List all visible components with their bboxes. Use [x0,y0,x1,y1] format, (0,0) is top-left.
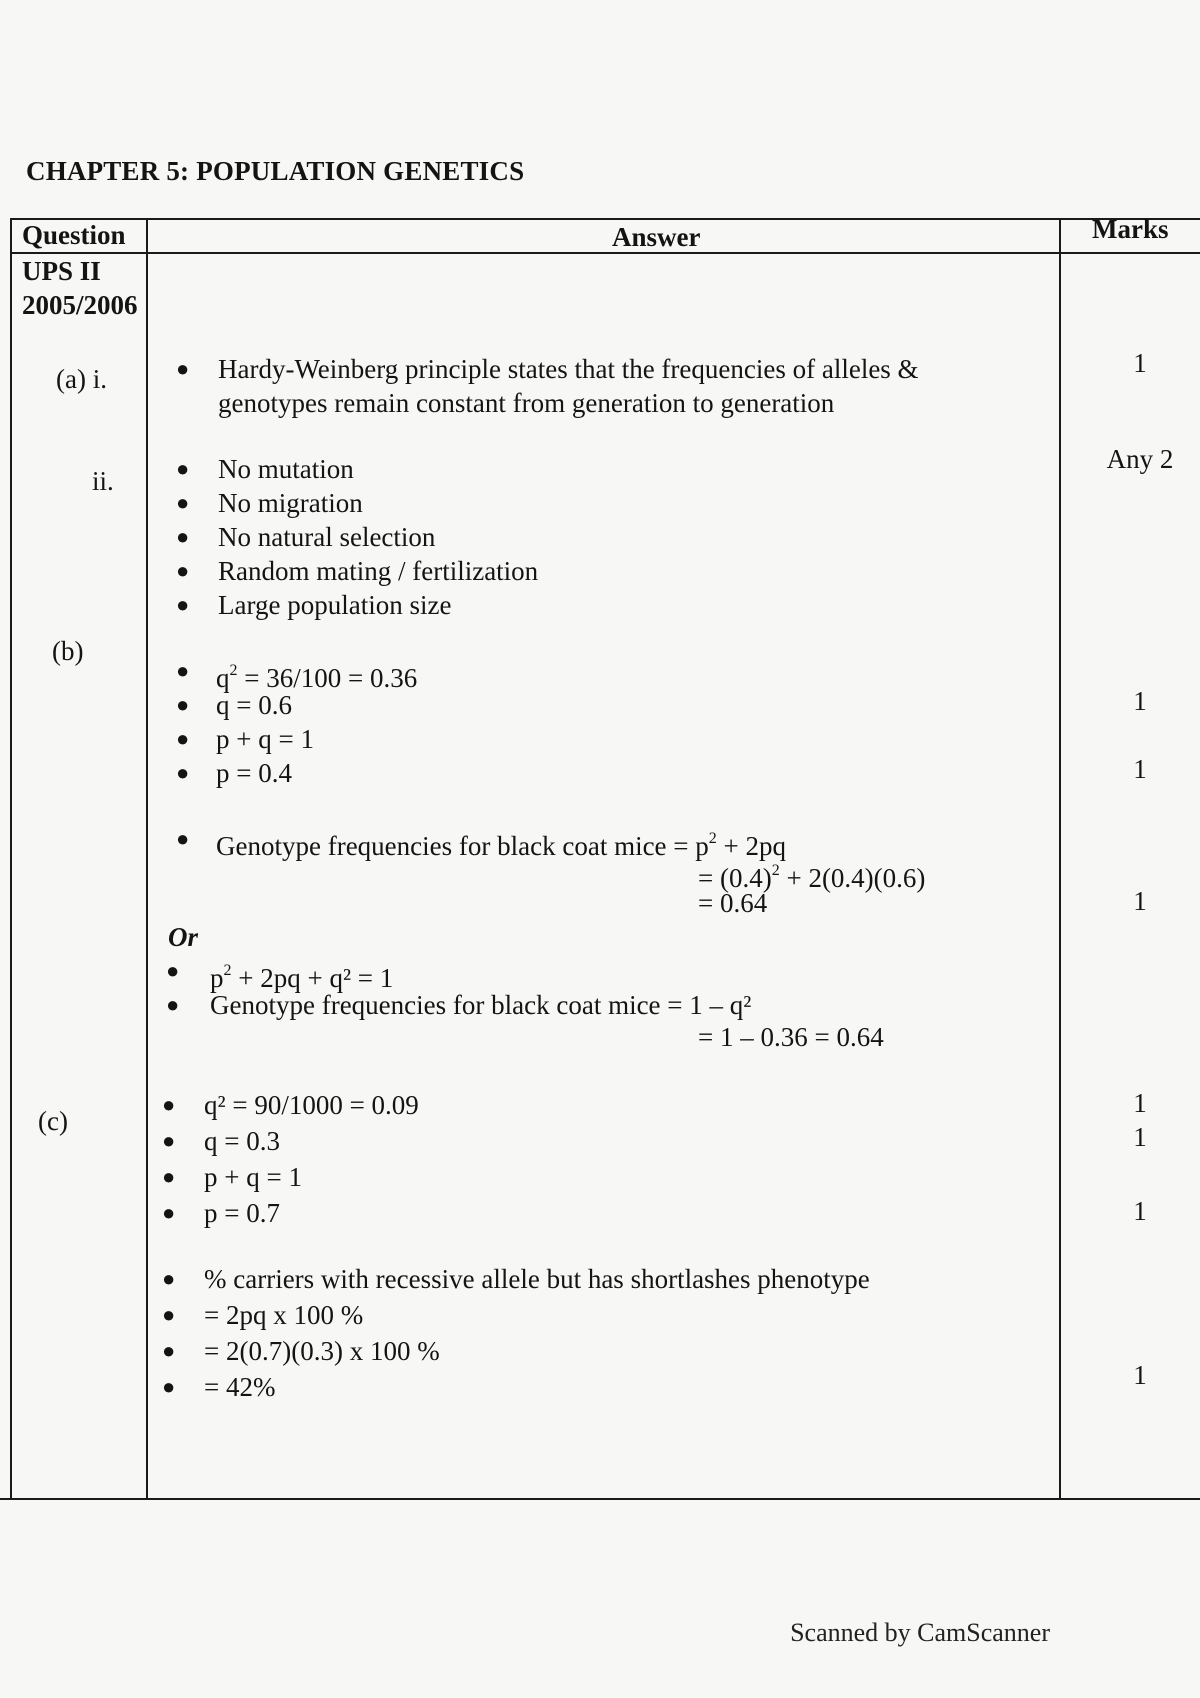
bullet: ● [162,1164,176,1189]
mark-c-final: 1 [1133,1360,1147,1390]
or-label: Or [168,922,199,952]
bullet: ● [176,592,190,617]
bullet: ● [162,1128,176,1153]
bullet: ● [176,490,190,515]
c-step-1: = 2pq x 100 % [204,1300,364,1330]
label-c: (c) [38,1106,68,1136]
marks-column-divider [1059,218,1061,1498]
mark-b-q: 1 [1133,686,1147,716]
header-bottom-border [10,252,1200,254]
b-p: p = 0.4 [216,758,292,788]
header-answer: Answer [612,222,701,252]
a-i-text-line2: genotypes remain constant from generation to generation [218,388,835,418]
mark-c-p: 1 [1133,1196,1147,1226]
label-b: (b) [52,636,84,666]
b-calc-2: = 0.64 [698,888,768,918]
c-pq: p + q = 1 [204,1162,302,1192]
mark-c-q: 1 [1133,1122,1147,1152]
bullet: ● [176,356,190,381]
c-p: p = 0.7 [204,1198,280,1228]
a-ii-item-2: No migration [218,488,363,518]
a-ii-item-3: No natural selection [218,522,436,552]
bullet: ● [176,726,190,751]
b-genotype-line: Genotype frequencies for black coat mice = $p^2 + 2pq$ [216,830,786,861]
bullet: ● [176,658,190,683]
label-a-ii: ii. [92,466,114,496]
table-top-border [10,218,1200,220]
bullet: ● [166,992,180,1017]
b-q2: $q^2 = 36/100 = 0.36$ [216,662,418,693]
table-bottom-border [0,1498,1200,1500]
b-q: q = 0.6 [216,690,292,720]
bullet: ● [162,1374,176,1399]
c-q: q = 0.3 [204,1126,280,1156]
b-hw-equation: $p^2 + 2pq + q^2 = 1$ [210,962,394,993]
b-calc-3: = 1 – 0.36 = 0.64 [698,1022,884,1052]
label-a-i: (a) i. [56,364,107,394]
mark-a-ii: Any 2 [1106,444,1174,474]
bullet: ● [162,1266,176,1291]
a-ii-item-4: Random mating / fertilization [218,556,539,586]
a-i-text-line1: Hardy-Weinberg principle states that the frequencies of alleles & [218,354,919,384]
bullet: ● [176,826,190,851]
question-ref-line1: UPS II [22,256,101,286]
header-question: Question [22,220,126,250]
a-ii-item-5: Large population size [218,590,452,620]
mark-b-genotype: 1 [1133,886,1147,916]
bullet: ● [162,1092,176,1117]
mark-a-i: 1 [1133,348,1147,378]
c-step-3: = 42% [204,1372,276,1402]
b-pq: p + q = 1 [216,724,314,754]
c-step-2: = 2(0.7)(0.3) x 100 % [204,1336,440,1366]
bullet: ● [162,1302,176,1327]
b-genotype-alt: Genotype frequencies for black coat mice = 1 – q² [210,990,752,1020]
mark-b-p: 1 [1133,754,1147,784]
bullet: ● [176,456,190,481]
bullet: ● [176,558,190,583]
chapter-title: CHAPTER 5: POPULATION GENETICS [26,156,525,186]
mark-c-q2: 1 [1133,1088,1147,1118]
bullet: ● [176,692,190,717]
question-ref-line2: 2005/2006 [22,290,138,320]
bullet: ● [166,958,180,983]
header-marks: Marks [1092,214,1169,244]
question-column-divider [146,218,148,1498]
a-ii-item-1: No mutation [218,454,354,484]
bullet: ● [176,524,190,549]
left-border [10,218,12,1498]
c-carriers: % carriers with recessive allele but has shortlashes phenotype [204,1264,870,1294]
bullet: ● [176,760,190,785]
scanner-watermark: Scanned by CamScanner [790,1618,1050,1647]
answer-table [10,214,1200,1500]
b-calc-1: = $(0.4)^2 + 2(0.4)(0.6)$ [698,862,926,893]
bullet: ● [162,1200,176,1225]
c-q2: q² = 90/1000 = 0.09 [204,1090,419,1120]
bullet: ● [162,1338,176,1363]
